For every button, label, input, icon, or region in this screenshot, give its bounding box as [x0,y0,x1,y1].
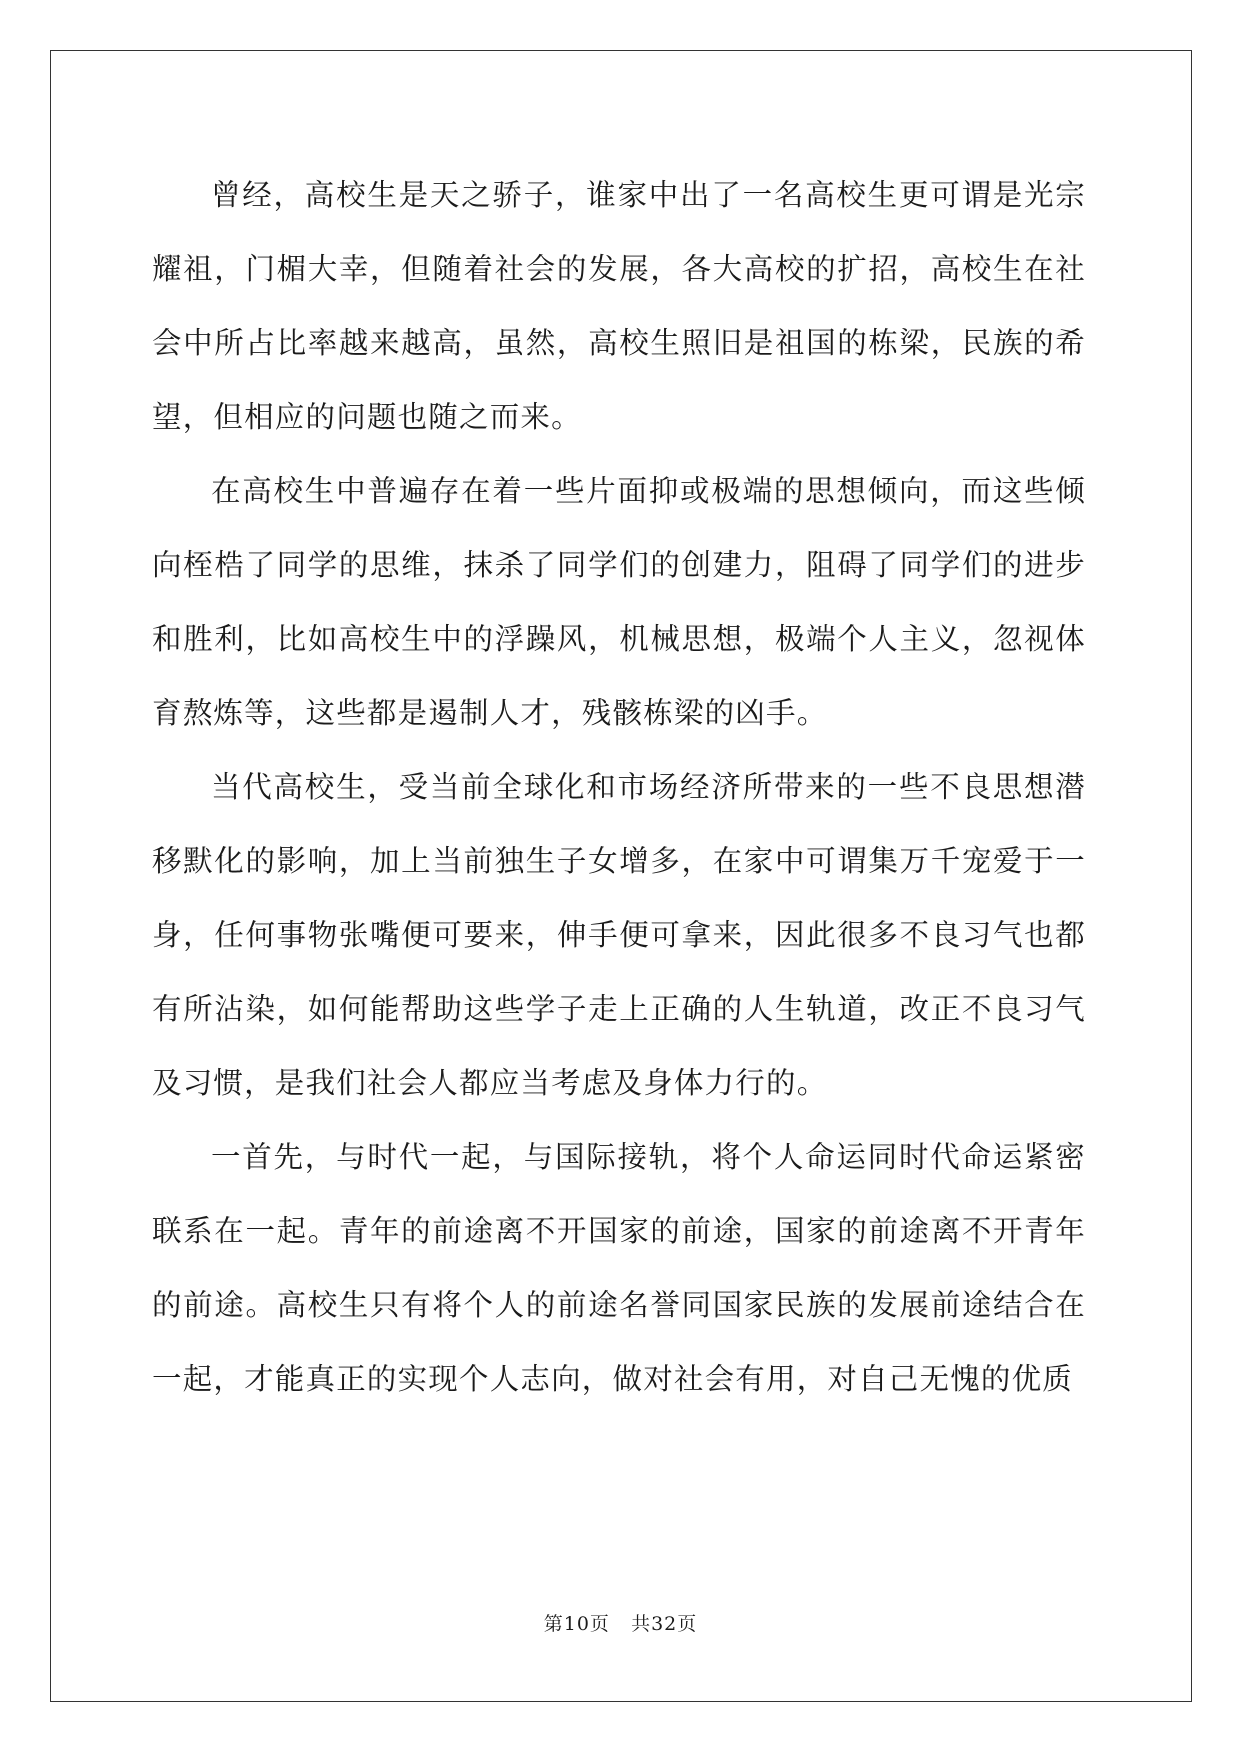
document-body [152,158,1086,1416]
page-footer [0,1609,1241,1636]
paragraph-1: 曾经，高校生是天之骄子，谁家中出了一名高校生更可谓是光宗耀祖，门楣大幸，但随着社会的发展，各大高校的扩招，高校生在社会中所占比率越来越高，虽然，高校生照旧是祖国的栋梁，民族的希望，但相应的问题也随之而来。 [152,178,1086,434]
total-pages: 共32页 [631,1613,698,1635]
paragraph-2: 在高校生中普遍存在着一些片面抑或极端的思想倾向，而这些倾向桎梏了同学的思维，抹杀了同学们的创建力，阻碍了同学们的进步和胜利，比如高校生中的浮躁风，机械思想，极端个人主义，忽视体育熬炼等，这些都是遏制人才，残骸栋梁的凶手。 [152,474,1086,730]
footer-separator [610,1613,631,1635]
page-number: 第10页 [543,1613,610,1635]
paragraph-3: 当代高校生，受当前全球化和市场经济所带来的一些不良思想潜移默化的影响，加上当前独生子女增多，在家中可谓集万千宠爱于一身，任何事物张嘴便可要来，伸手便可拿来，因此很多不良习气也都有所沾染，如何能帮助这些学子走上正确的人生轨道，改正不良习气及习惯，是我们社会人都应当考虑及身体力行的。 [152,770,1086,1100]
paragraph-4: 一首先，与时代一起，与国际接轨，将个人命运同时代命运紧密联系在一起。青年的前途离不开国家的前途，国家的前途离不开青年的前途。高校生只有将个人的前途名誉同国家民族的发展前途结合在一起，才能真正的实现个人志向，做对社会有用，对自己无愧的优质 [152,1140,1086,1396]
